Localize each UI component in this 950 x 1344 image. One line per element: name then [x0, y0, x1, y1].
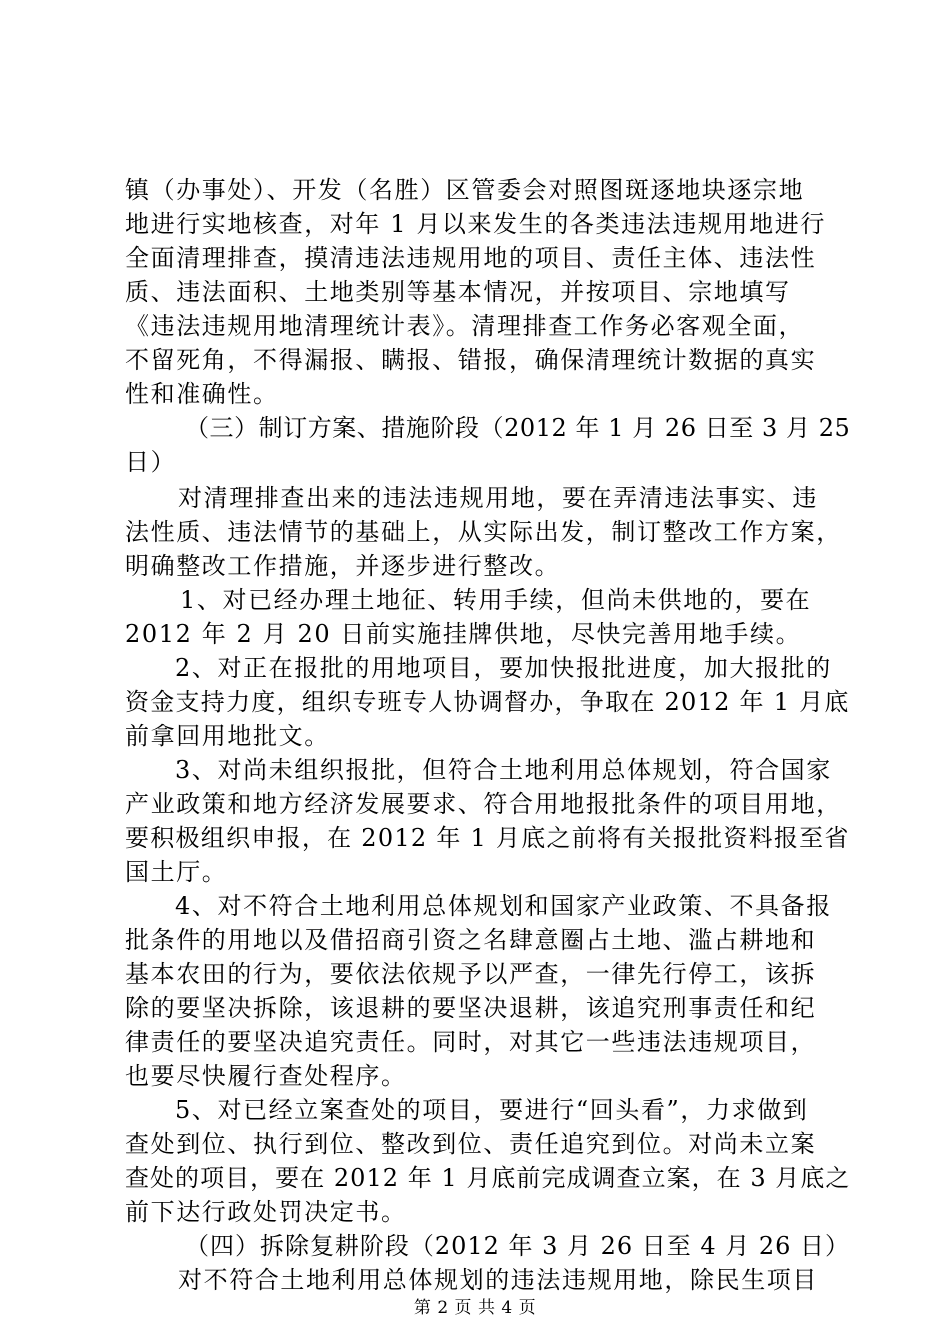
body-line: 前拿回用地批文。: [125, 722, 330, 750]
section-heading: （三）制订方案、措施阶段（2012 年 1 月 26 日至 3 月 25: [185, 414, 851, 442]
body-line: 国土厅。: [125, 858, 228, 886]
section-heading: （四）拆除复耕阶段（2012 年 3 月 26 日至 4 月 26 日）: [185, 1232, 850, 1260]
body-line: 对不符合土地利用总体规划的违法违规用地，除民生项目: [178, 1266, 818, 1294]
body-line: 《违法违规用地清理统计表》。清理排查工作务必客观全面，: [125, 312, 805, 340]
body-line: 法性质、违法情节的基础上，从实际出发，制订整改工作方案，: [125, 518, 842, 546]
body-line: 批条件的用地以及借招商引资之名肆意圈占土地、滥占耕地和: [125, 926, 817, 954]
body-line: 查处的项目，要在 2012 年 1 月底前完成调查立案，在 3 月底之: [125, 1164, 851, 1192]
body-line: 镇（办事处）、开发（名胜）区管委会对照图斑逐地块逐宗地: [125, 176, 805, 204]
body-line: 除的要坚决拆除，该退耕的要坚决退耕，该追究刑事责任和纪: [125, 994, 817, 1022]
body-line: 资金支持力度，组织专班专人协调督办，争取在 2012 年 1 月底: [125, 688, 850, 716]
body-line: 律责任的要坚决追究责任。同时，对其它一些违法违规项目，: [125, 1028, 817, 1056]
body-line: 5、对已经立案查处的项目，要进行“回头看”，力求做到: [175, 1096, 809, 1124]
body-line: 明确整改工作措施，并逐步进行整改。: [125, 552, 561, 580]
body-line: 2、对正在报批的用地项目，要加快报批进度，加大报批的: [175, 654, 832, 682]
body-line: 产业政策和地方经济发展要求、符合用地报批条件的项目用地，: [125, 790, 842, 818]
body-line: 2012 年 2 月 20 日前实施挂牌供地，尽快完善用地手续。: [125, 620, 802, 648]
body-line: 基本农田的行为，要依法依规予以严查，一律先行停工，该拆: [125, 960, 817, 988]
body-line: 查处到位、执行到位、整改到位、责任追究到位。对尚未立案: [125, 1130, 817, 1158]
body-line: 不留死角，不得漏报、瞒报、错报，确保清理统计数据的真实: [125, 346, 817, 374]
body-line: 3、对尚未组织报批，但符合土地利用总体规划，符合国家: [175, 756, 832, 784]
body-line: 对清理排查出来的违法违规用地，要在弄清违法事实、违: [178, 484, 818, 512]
body-line: 要积极组织申报，在 2012 年 1 月底之前将有关报批资料报至省: [125, 824, 850, 852]
body-line: 1、对已经办理土地征、转用手续，但尚未供地的，要在: [180, 586, 812, 614]
body-line: 也要尽快履行查处程序。: [125, 1062, 407, 1090]
body-line: 4、对不符合土地利用总体规划和国家产业政策、不具备报: [175, 892, 832, 920]
page-number-footer: 第 2 页 共 4 页: [413, 1298, 537, 1318]
body-line: 性和准确性。: [125, 380, 279, 408]
section-heading: 日）: [125, 448, 177, 476]
body-line: 质、违法面积、土地类别等基本情况，并按项目、宗地填写: [125, 278, 791, 306]
body-line: 全面清理排查，摸清违法违规用地的项目、责任主体、违法性: [125, 244, 817, 272]
body-line: 地进行实地核查，对年 1 月以来发生的各类违法违规用地进行: [125, 210, 826, 238]
body-line: 前下达行政处罚决定书。: [125, 1198, 407, 1226]
